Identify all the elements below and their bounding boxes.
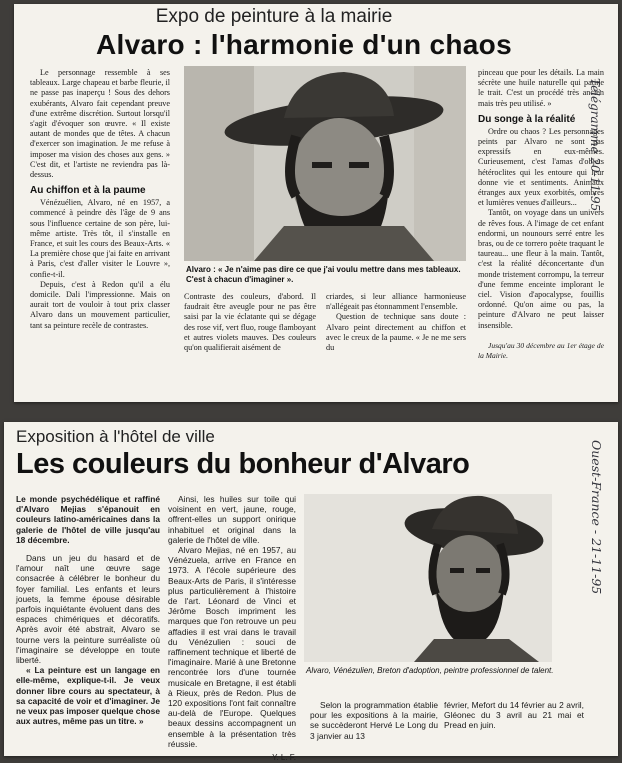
- body-paragraph: février, Mefort du 14 février au 2 avril, Gléonec du 3 avril au 21 mai et Pread en juin.: [444, 700, 584, 731]
- portrait-illustration: [304, 494, 552, 662]
- subheading-songe-realite: Du songe à la réalité: [478, 113, 576, 125]
- body-paragraph: Question de technique sans doute : Alvaro peint directement au chiffon et avec le creux de la paume. « Je ne me sers du: [326, 312, 466, 353]
- body-paragraph: Ainsi, les huiles sur toile qui voisinent en vert, jaune, rouge, offrent-elles un support onirique inhabituel et original dans la galerie de l'hôtel de ville.: [168, 494, 296, 545]
- body-paragraph: pinceau que pour les détails. La main sécrète une huile naturelle qui patine le trait. C'est un procédé très ancien mais très peu utilisé. »: [478, 68, 604, 108]
- clipping-telegramme: [14, 4, 618, 402]
- lead-paragraph: Le monde psychédélique et raffiné d'Alvaro Mejias s'épanouit en couleurs latino-américaines dans la galerie de l'hôtel de ville jusqu'au 18 décembre.: [16, 494, 160, 545]
- quote-paragraph: « La peinture est un langage en elle-même, explique-t-il. Je veux donner libre cours au spectateur, à sa capacité de voir et d'imaginer. Je ne veux pas imposer quelque chose aux autres, même pas un titre. »: [16, 665, 160, 727]
- handwritten-source-note: Ouest-France - 21-11-95: [589, 440, 604, 595]
- kicker-expo-mairie: Expo de peinture à la mairie: [155, 6, 393, 27]
- headline-couleurs-bonheur: Les couleurs du bonheur d'Alvaro: [16, 448, 470, 480]
- body-paragraph: Alvaro Mejias, né en 1957, au Vénézuela, arrive en France en 1973. A l'école supérieure des Beaux-Arts de Paris, il s'intéresse plus particulièrement à l'histoire de l'art. Léonard de Vinci et Jérôme Bosch impriment les marques que l'on retrouve un peu affadies il est vrai dans le travail du Vénézulien : souci de raffinement technique et liberté de l'imaginaire. Marié à une Bretonne rencontrée lors d'une tournée musicale en Bretagne, il est établi à Rieux, près de Redon. Plus de 120 expositions l'ont fait connaître au-delà de l'Europe. Quelques beaux dessins accompagnent un ensemble à la présentation très réussie.: [168, 545, 296, 749]
- body-paragraph: Dans un jeu du hasard et de l'amour naît une œuvre sage consacrée à célébrer le bonheur du foyer familial. Les enfants et leurs jouets, la femme épouse désirable parfois inquiétante évoluent dans des espaces chimériques et décoratifs. Après avoir été abstrait, Alvaro se tourne vers la peinture surréaliste où l'imaginaire se développe en toute liberté.: [16, 553, 160, 666]
- body-paragraph: Ordre ou chaos ? Les personnages peints par Alvaro ne sont pas expressifs en eux-mêmes. Curieusement, c'est l'amas d'objets hétéroclites qui les entoure qui leur donne vie et sentiments. Animaux étranges aux yeux exorbités, ombres et lumières venues d'ailleurs...: [478, 126, 604, 208]
- headline-harmonie-chaos: Alvaro : l'harmonie d'un chaos: [96, 29, 512, 60]
- exhibition-dates: Jusqu'au 30 décembre au 1er étage de la Mairie.: [478, 340, 604, 361]
- body-paragraph: Tantôt, on voyage dans un univers de rêves fous. A l'image de cet enfant endormi, un nounours serré entre les bras, ou de ce torrero poète traquant le taureau... une fleur à la main. Tantôt, c'est la réalité déconcertante d'un monde tristement corrompu, la terreur d'une femme enceinte implorant le ciel. Vision d'apocalypse, fouillis ordonné. Qu'on aime ou pas, la peinture d'Alvaro ne peut laisser insensible.: [478, 208, 604, 330]
- column-4: [478, 68, 604, 361]
- author-signature: Y. L. F.: [272, 753, 296, 763]
- kicker-hotel-de-ville: Exposition à l'hôtel de ville: [16, 427, 215, 446]
- portrait-illustration: [184, 66, 466, 261]
- column-2: [168, 494, 296, 763]
- photo-alvaro-hat: [184, 66, 466, 261]
- column-1: [30, 68, 170, 331]
- body-paragraph: Selon la programmation établie pour les expositions à la mairie, se succèderont Hervé Le Long du 3 janvier au 13: [310, 700, 438, 741]
- body-paragraph: Depuis, c'est à Redon qu'il a élu domicile. Dali l'impressionne. Mais on aurait tort de vouloir à tout prix classer Alvaro dans un mouvement particulier, tant sa peinture recèle de contrastes.: [30, 279, 170, 330]
- clipping-ouest-france: [4, 422, 618, 763]
- handwritten-source-note: Télégramme 20-11-95: [588, 78, 602, 212]
- photo-alvaro-portrait: [304, 494, 552, 662]
- body-paragraph: Contraste des couleurs, d'abord. Il faudrait être aveugle pour ne pas être saisi par la vie éclatante qui se dégage des rose vif, vert fluo, rouge flamboyant et autres violets mauves. Des couleurs qu'on qualifierait aisément de: [184, 292, 316, 353]
- intro-paragraph: Le personnage ressemble à ses tableaux. Large chapeau et barbe fleurie, il ne passe pas inaperçu ! Sous des dehors exubérants, Alvaro fait cependant preuve d'une extrême discrétion. Surtout lorsqu'il s'agit d'évoquer son œuvre. « Il existe autant de mondes que de têtes. A chacun d'exercer son imagination. Je me refuse à imposer ma vision des choses aux gens. » C'est dit, et l'artiste ne reviendra pas là-dessus.: [30, 68, 170, 180]
- column-3: [326, 292, 466, 353]
- body-paragraph: criardes, si leur alliance harmonieuse n'allégeait pas étonnamment l'ensemble.: [326, 292, 466, 312]
- body-paragraph: Vénézuélien, Alvaro, né en 1957, a commencé à peindre dès l'âge de 9 ans sous l'influence certaine de son père, lui-même artiste. Très tôt, il s'installe en France, et suit les cours des Beaux-Arts. « La première chose que j'ai faite en arrivant à Paris, c'est d'aller visiter le Louvre », confie-t-il.: [30, 198, 170, 279]
- column-3: [310, 700, 438, 741]
- subheading-chiffon-paume: Au chiffon et à la paume: [30, 185, 146, 197]
- column-1: [16, 494, 160, 726]
- photo-caption: Alvaro : « Je n'aime pas dire ce que j'ai voulu mettre dans mes tableaux. C'est à chacun d'imaginer ».: [186, 265, 461, 284]
- photo-caption: Alvaro, Vénézulien, Breton d'adoption, peintre professionnel de talent.: [306, 666, 554, 675]
- column-2: [184, 292, 316, 353]
- column-4: [444, 700, 584, 731]
